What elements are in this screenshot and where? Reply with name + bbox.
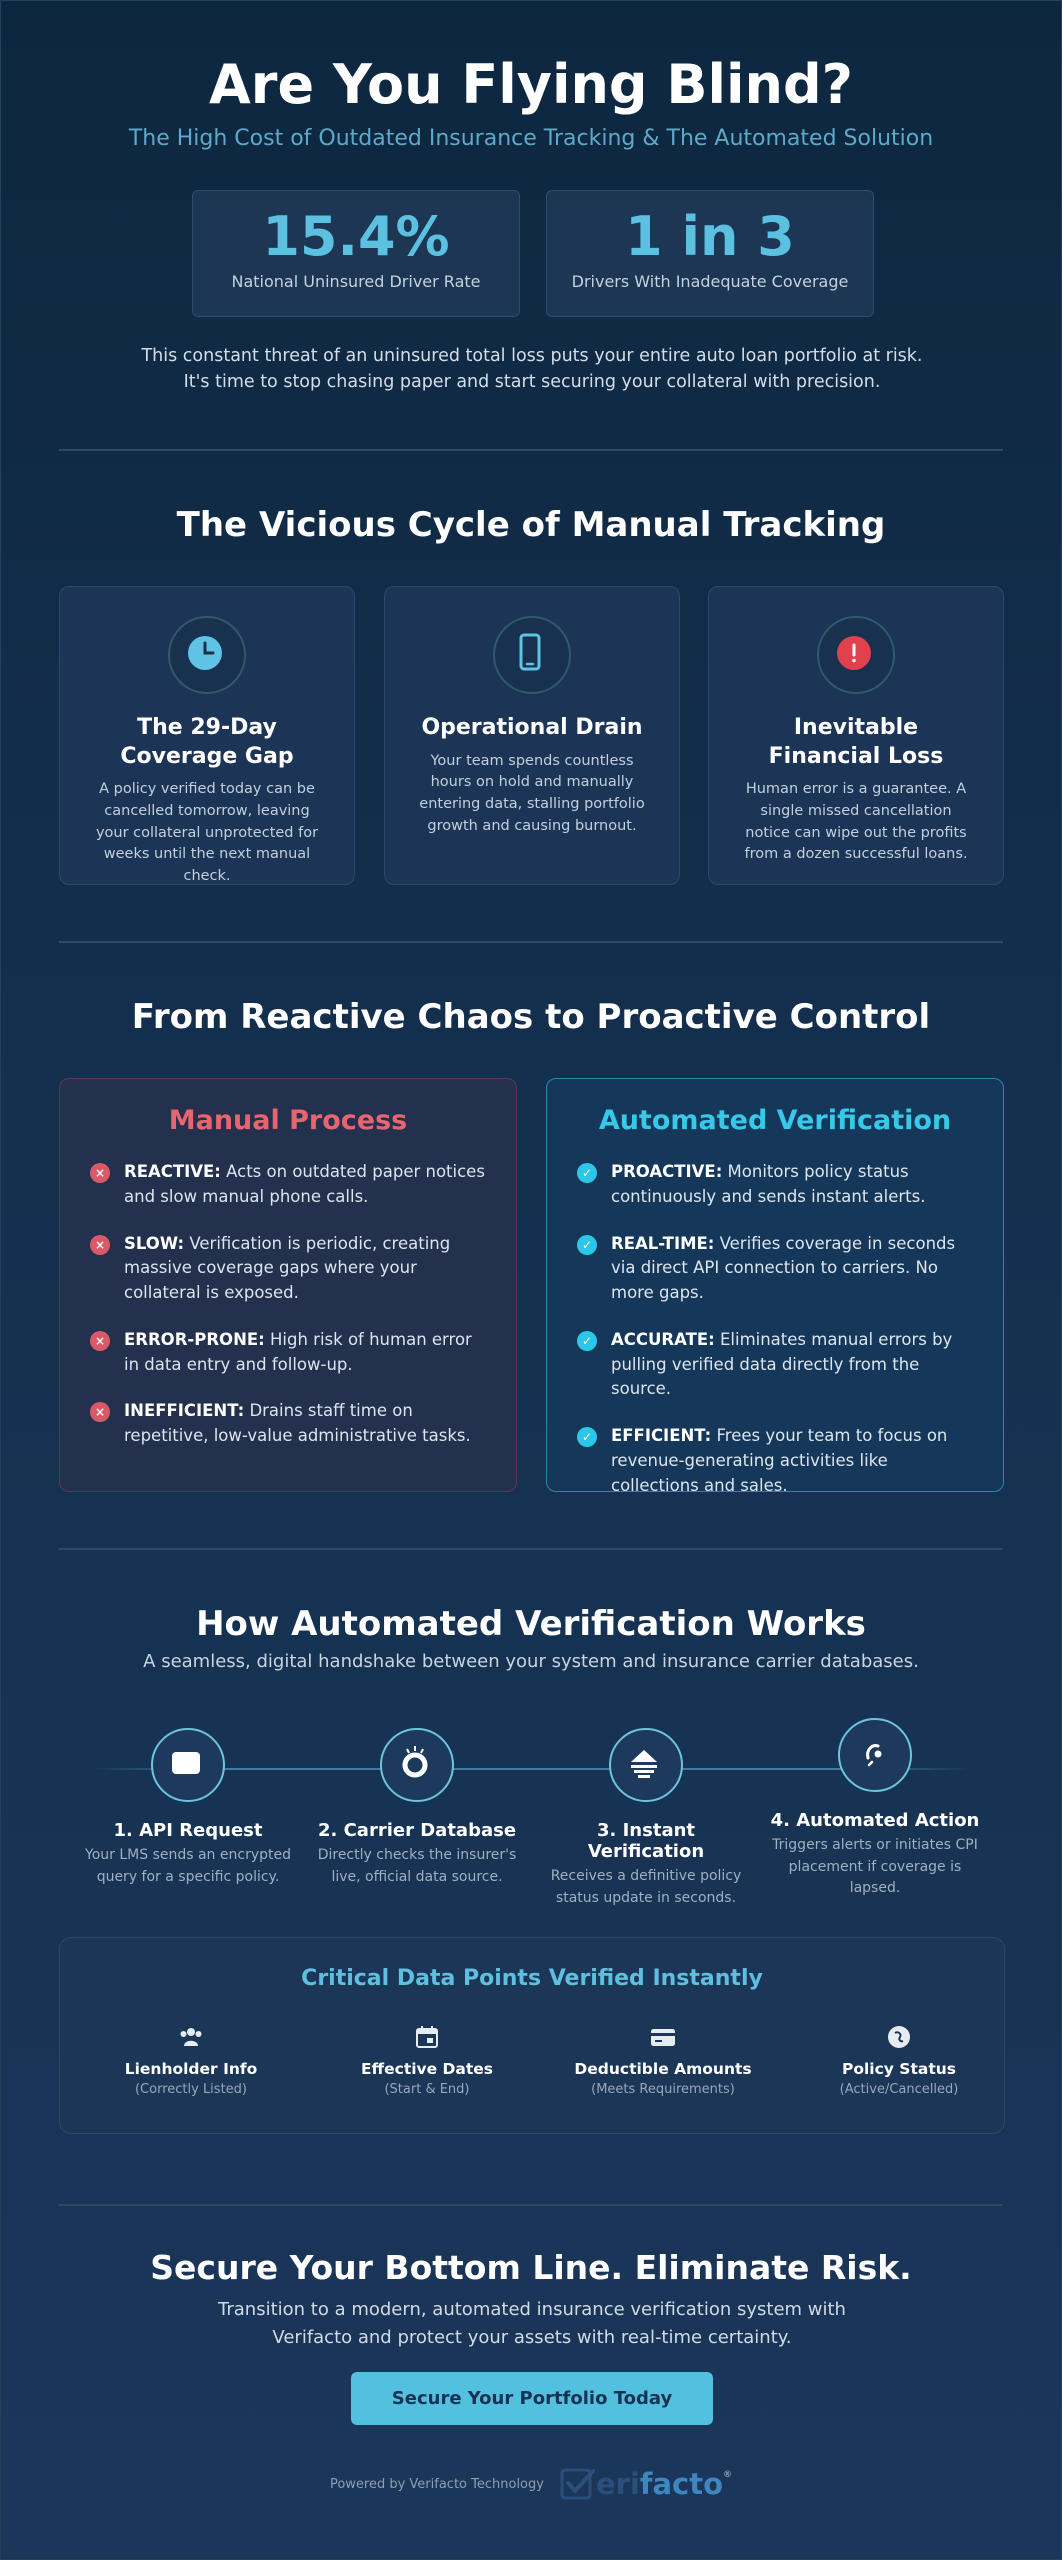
point-title: Effective Dates: [360, 2060, 494, 2078]
item-text: High risk of human error in data entry and follow-up.: [124, 1329, 472, 1374]
item-label: PROACTIVE:: [611, 1162, 723, 1181]
list-item: [577, 1160, 973, 1210]
stat-label: Drivers With Inadequate Coverage: [571, 272, 849, 292]
item-text: Monitors policy status continuously and sends instant alerts.: [611, 1162, 926, 1206]
critical-data-points-panel: [59, 1937, 1005, 2134]
list-item: [90, 1160, 486, 1210]
step-text: Directly checks the insurer's live, official data source.: [317, 1847, 517, 1885]
cross-icon: ×: [90, 1163, 110, 1183]
cta-line: Transition to a modern, automated insurance verification system with: [218, 2299, 846, 2320]
list-item: [577, 1232, 973, 1306]
cycle-card-financial-loss: [708, 586, 1004, 885]
point-title: Deductible Amounts: [574, 2060, 752, 2078]
step-title: 1. API Request: [113, 1820, 263, 1841]
step-automated-action: [765, 1718, 985, 1900]
compare-section-title: From Reactive Chaos to Proactive Control: [131, 997, 931, 1037]
stat-inadequate-coverage: [546, 190, 874, 317]
point-subtitle: (Meets Requirements): [591, 2082, 735, 2097]
intro-line: It's time to stop chasing paper and start securing your collateral with precision.: [183, 372, 881, 393]
item-label: SLOW:: [124, 1233, 185, 1253]
item-label: INEFFICIENT:: [124, 1401, 245, 1421]
list-item: [90, 1232, 486, 1306]
step-title: 4. Automated Action: [770, 1810, 980, 1831]
stat-uninsured-rate: [192, 190, 520, 317]
check-icon: ✓: [577, 1235, 597, 1255]
cycle-section-title: The Vicious Cycle of Manual Tracking: [176, 505, 886, 545]
logo-text-b: facto: [639, 2467, 724, 2501]
point-title: Lienholder Info: [124, 2060, 258, 2078]
how-section-title: How Automated Verification Works: [196, 1604, 866, 1644]
panel-title: Critical Data Points Verified Instantly: [301, 1966, 763, 1991]
data-point-lienholder: [73, 2024, 309, 2097]
clock-icon: [168, 616, 246, 694]
automated-verification-panel: [546, 1078, 1004, 1495]
point-subtitle: (Correctly Listed): [134, 2082, 247, 2097]
list-item: [90, 1399, 486, 1449]
stat-value: 1 in 3: [625, 205, 795, 268]
secure-portfolio-button[interactable]: Secure Your Portfolio Today: [351, 2372, 713, 2425]
cross-icon: ×: [90, 1235, 110, 1255]
calendar-icon: [414, 2024, 440, 2050]
item-text: Verification is periodic, creating massive coverage gaps where your collateral is exposed.: [124, 1233, 451, 1302]
point-subtitle: (Active/Cancelled): [839, 2082, 959, 2097]
step-carrier-database: [307, 1728, 527, 1888]
check-icon: ✓: [577, 1331, 597, 1351]
data-point-effective-dates: [309, 2024, 545, 2097]
step-api-request: [78, 1728, 298, 1888]
section-divider: [59, 1548, 1003, 1550]
list-item: [90, 1328, 486, 1378]
card-title: Inevitable Financial Loss: [768, 715, 944, 769]
section-divider: [59, 2204, 1003, 2206]
card-icon: [650, 2024, 676, 2050]
card-text: Human error is a guarantee. A single missed cancellation notice can wipe out the profits from a dozen successful loans.: [744, 781, 968, 863]
checkmark-logo-icon: [560, 2466, 596, 2502]
stat-value: 15.4%: [262, 205, 450, 268]
list-item: [577, 1424, 973, 1498]
step-text: Your LMS sends an encrypted query for a specific policy.: [85, 1847, 291, 1885]
card-title: The 29-Day Coverage Gap: [120, 715, 294, 769]
intro-line: This constant threat of an uninsured total loss puts your entire auto loan portfolio at risk.: [141, 346, 923, 366]
item-label: REAL-TIME:: [611, 1233, 715, 1253]
step-text: Triggers alerts or initiates CPI placement if coverage is lapsed.: [772, 1837, 978, 1897]
intro-text: [81, 343, 983, 396]
users-icon: [178, 2024, 204, 2050]
item-label: REACTIVE:: [124, 1162, 221, 1181]
point-title: Policy Status: [841, 2060, 957, 2078]
panel-title: Automated Verification: [598, 1105, 952, 1136]
step-title: 3. Instant Verification: [587, 1820, 705, 1862]
powered-by-text: Powered by Verifacto Technology: [329, 2476, 544, 2492]
item-label: ERROR-PRONE:: [124, 1329, 265, 1349]
section-divider: [59, 449, 1003, 451]
item-text: Drains staff time on repetitive, low-value administrative tasks.: [124, 1401, 471, 1445]
step-instant-verification: [536, 1728, 756, 1909]
item-text: Verifies coverage in seconds via direct API connection to carriers. No more gaps.: [611, 1233, 956, 1302]
item-label: EFFICIENT:: [611, 1426, 712, 1445]
cross-icon: ×: [90, 1402, 110, 1422]
item-label: ACCURATE:: [611, 1329, 715, 1349]
logo-trademark: ®: [723, 2470, 733, 2480]
item-text: Frees your team to focus on revenue-generating activities like collections and sales.: [611, 1426, 948, 1495]
page-subtitle: The High Cost of Outdated Insurance Tracking & The Automated Solution: [128, 126, 934, 151]
section-divider: [59, 941, 1003, 943]
check-icon: ✓: [577, 1427, 597, 1447]
manual-process-panel: [59, 1078, 517, 1492]
cta-line: Verifacto and protect your assets with real-time certainty.: [272, 2326, 792, 2348]
panel-title: Manual Process: [168, 1105, 408, 1136]
cycle-card-operational-drain: [384, 586, 680, 885]
cta-text: [201, 2296, 863, 2352]
list-item: [577, 1328, 973, 1402]
logo-text-a: eri: [595, 2467, 640, 2501]
check-icon: ✓: [577, 1163, 597, 1183]
layers-icon: [609, 1728, 683, 1802]
item-text: Eliminates manual errors by pulling verified data directly from the source.: [611, 1329, 953, 1399]
step-title: 2. Carrier Database: [317, 1820, 517, 1841]
cross-icon: ×: [90, 1331, 110, 1351]
item-text: Acts on outdated paper notices and slow manual phone calls.: [124, 1162, 485, 1206]
status-icon: [886, 2024, 912, 2050]
data-point-deductible: [545, 2024, 781, 2097]
card-title: Operational Drain: [421, 715, 643, 740]
verifacto-logo[interactable]: [560, 2466, 732, 2502]
card-text: Your team spends countless hours on hold and manually entering data, stalling portfolio growth and causing burnout.: [419, 752, 645, 834]
stat-label: National Uninsured Driver Rate: [231, 272, 481, 292]
point-subtitle: (Start & End): [384, 2082, 470, 2097]
alert-icon: [817, 616, 895, 694]
step-text: Receives a definitive policy status update in seconds.: [550, 1868, 742, 1906]
cta-title: Secure Your Bottom Line. Eliminate Risk.: [150, 2248, 912, 2287]
database-icon: [380, 1728, 454, 1802]
data-point-policy-status: [781, 2024, 1017, 2097]
phone-icon: [493, 616, 571, 694]
card-text: A policy verified today can be cancelled tomorrow, leaving your collateral unprotected for weeks until the next manual check.: [95, 781, 319, 885]
how-subtitle: A seamless, digital handshake between your system and insurance carrier databases.: [143, 1651, 919, 1672]
footer: [1, 2466, 1061, 2502]
action-icon: [838, 1718, 912, 1792]
cycle-card-coverage-gap: [59, 586, 355, 885]
page-title: Are You Flying Blind?: [209, 53, 853, 116]
message-icon: [151, 1728, 225, 1802]
